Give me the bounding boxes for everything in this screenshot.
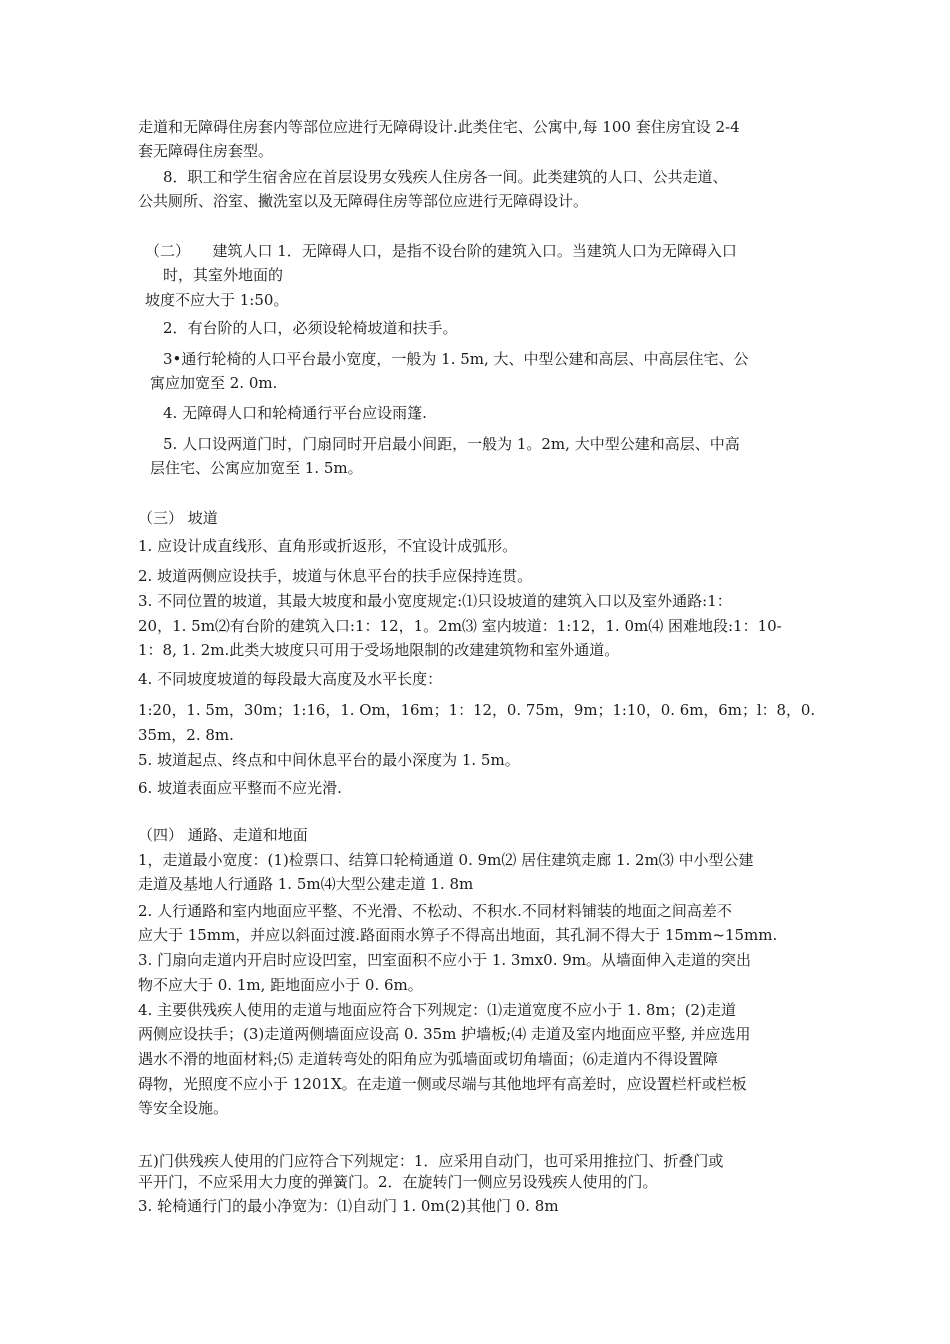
text-line: 35m，2. 8m. [138,726,234,744]
section-heading-3: （三） 坡道 [138,509,218,527]
text-line: 应大于 15mm，并应以斜面过渡.路面雨水箅子不得高出地面，其孔洞不得大于 15mm~15mm. [138,926,778,944]
text-line: 5. 人口设两道门时，门扇同时开启最小间距，一般为 1。2m, 大中型公建和高层、中高 [163,435,740,453]
text-line: 平开门，不应采用大力度的弹簧门。2．在旋转门一侧应另设残疾人使用的门。 [138,1173,658,1191]
text-line: 时，其室外地面的 [163,266,284,284]
text-line: 坡度不应大于 1:50。 [145,291,289,309]
text-line: 6. 坡道表面应平整而不应光滑. [138,779,342,797]
text-line: 走道及基地人行通路 1. 5m⑷大型公建走道 1. 8m [138,875,474,893]
text-line: 2. 人行通路和室内地面应平整、不光滑、不松动、不积水.不同材料铺装的地面之间高差不 [138,902,732,920]
text-line: 3•通行轮椅的人口平台最小宽度，一般为 1. 5m, 大、中型公建和高层、中高层住宅、公 [163,350,749,368]
text-line: 4. 无障碍人口和轮椅通行平台应设雨篷. [163,404,427,422]
text-line: 20，1. 5m⑵有台阶的建筑入口:1：12，1。2m⑶ 室内坡道：1:12，1. 0m⑷ 困难地段:1：10- [138,617,782,635]
section-heading-2: （二） 建筑人口 1．无障碍人口，是指不设台阶的建筑入口。当建筑人口为无障碍入口 [145,242,737,260]
text-line: 4. 主要供残疾人使用的走道与地面应符合下列规定：⑴走道宽度不应小于 1. 8m；(2)走道 [138,1001,736,1019]
text-line: 寓应加宽至 2. 0m. [150,374,278,392]
text-line: 遇水不滑的地面材料;⑸ 走道转弯处的阳角应为弧墙面或切角墙面；⑹走道内不得设置障 [138,1050,718,1068]
text-line: 碍物，光照度不应小于 1201X。在走道一侧或尽端与其他地坪有高差时，应设置栏杆或栏板 [138,1075,747,1093]
text-line: 2. 坡道两侧应设扶手，坡道与休息平台的扶手应保持连贯。 [138,567,533,585]
text-line: 两侧应设扶手；(3)走道两侧墙面应设高 0. 35m 护墙板;⑷ 走道及室内地面应平整, 并应选用 [138,1025,751,1043]
text-line: 套无障碍住房套型。 [138,142,274,160]
text-line: 公共厕所、浴室、撇洗室以及无障碍住房等部位应进行无障碍设计。 [138,192,589,210]
text-line: 4. 不同坡度坡道的每段最大高度及水平长度： [138,670,443,688]
text-line: 3. 轮椅通行门的最小净宽为：⑴自动门 1. 0m(2)其他门 0. 8m [138,1197,559,1215]
text-line: 5. 坡道起点、终点和中间休息平台的最小深度为 1. 5m。 [138,751,520,769]
text-line: 1：8, 1. 2m.此类大坡度只可用于受场地限制的改建建筑物和室外通道。 [138,641,620,659]
text-line: 走道和无障碍住房套内等部位应进行无障碍设计.此类住宅、公寓中,每 100 套住房宜设 2-4 [138,118,740,136]
text-line: 等安全设施。 [138,1099,229,1117]
section-heading-4: （四） 通路、走道和地面 [138,826,308,844]
text-line: 8．职工和学生宿舍应在首层设男女残疾人住房各一间。此类建筑的人口、公共走道、 [163,168,728,186]
text-line: 2．有台阶的人口，必须设轮椅坡道和扶手。 [163,319,458,337]
text-line: 物不应大于 0. 1m, 距地面应小于 0. 6m。 [138,976,423,994]
text-line: 1:20，1. 5m，30m；1:16，1. Om，16m；1：12，0. 75m，9m；1:10，0. 6m，6m；l：8，0. [138,701,816,719]
text-line: 3. 门扇向走道内开启时应设凹室，凹室面积不应小于 1. 3mx0. 9m。从墙面伸入走道的突出 [138,951,752,969]
text-line: 层住宅、公寓应加宽至 1. 5m。 [150,459,363,477]
text-line: 1，走道最小宽度：(1)检票口、结算口轮椅通道 0. 9m⑵ 居住建筑走廊 1. 2m⑶ 中小型公建 [138,851,754,869]
section-heading-5: 五)门供残疾人使用的门应符合下列规定：1．应采用自动门，也可采用推拉门、折叠门或 [138,1152,724,1170]
text-line: 1. 应设计成直线形、直角形或折返形，不宜设计成弧形。 [138,537,518,555]
text-line: 3. 不同位置的坡道，其最大坡度和最小宽度规定:⑴只设坡道的建筑入口以及室外通路:1： [138,592,732,610]
